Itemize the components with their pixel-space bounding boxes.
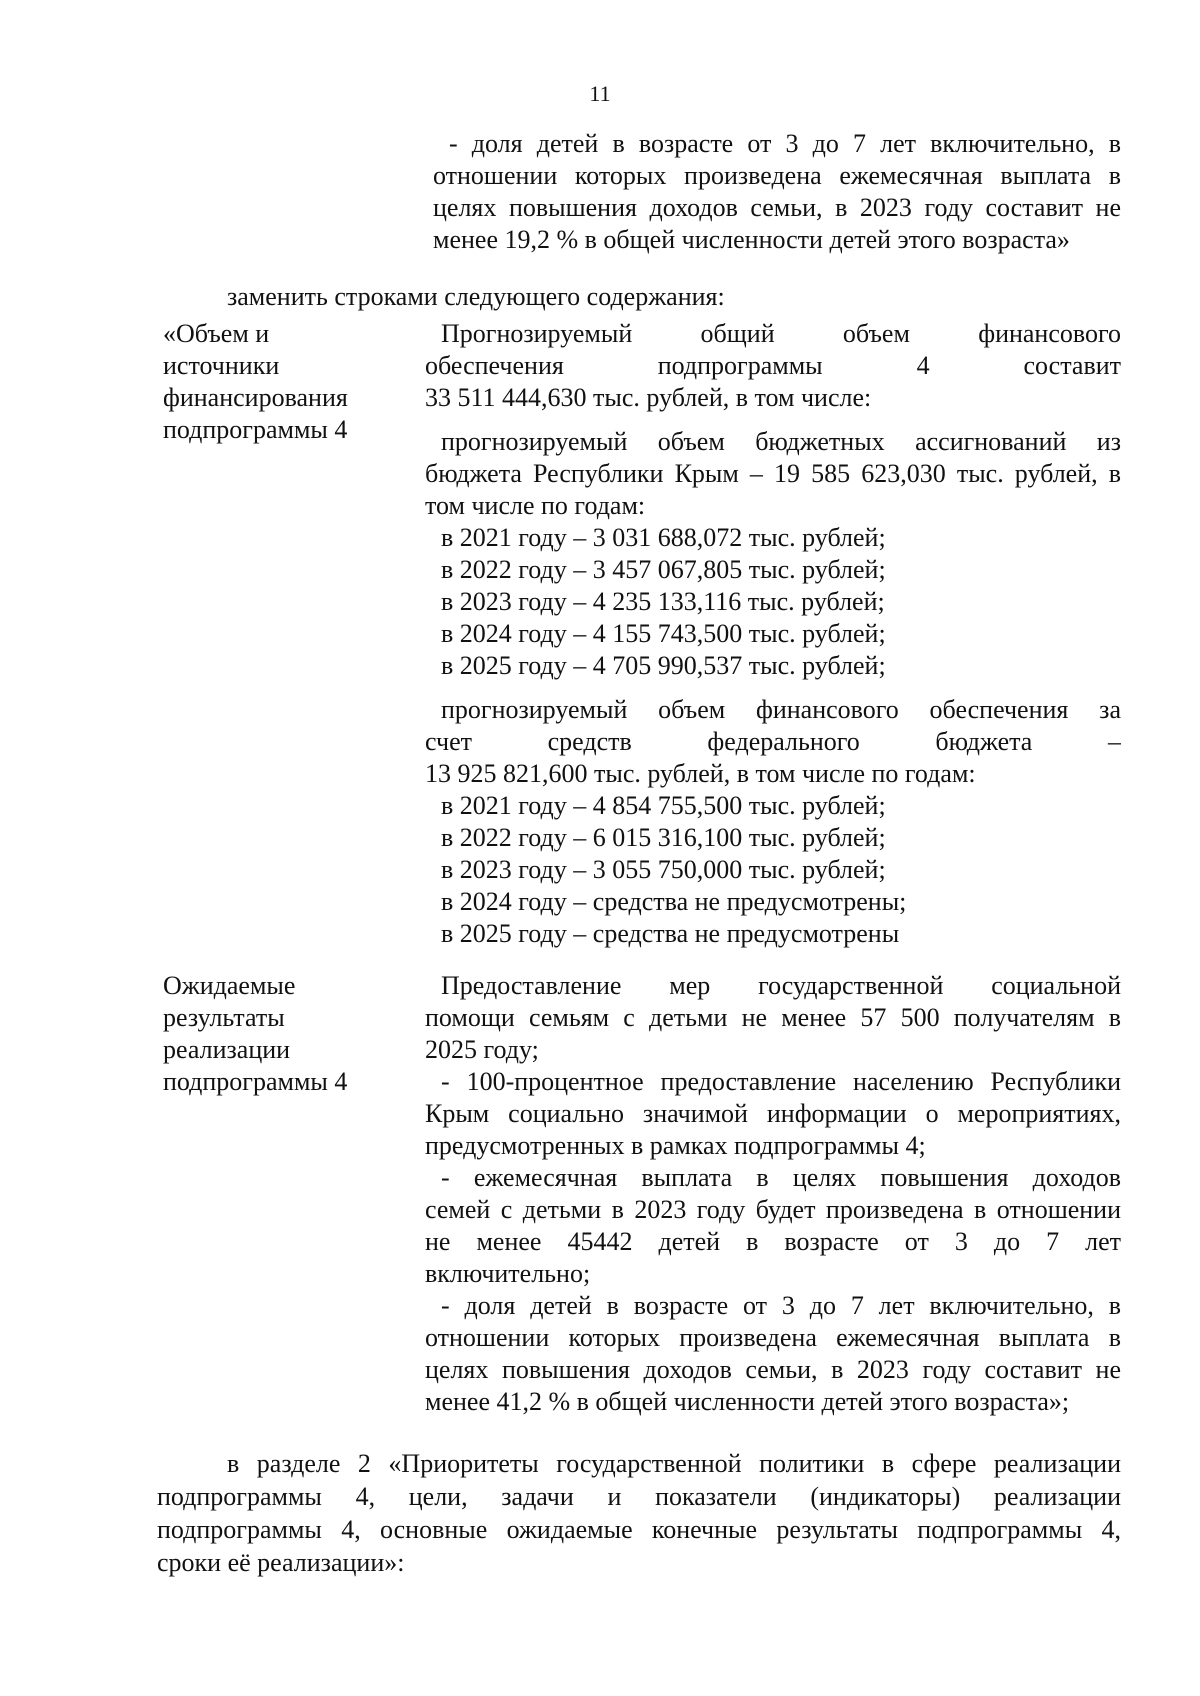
results-line: - доля детей в возрасте от 3 до 7 лет включительно, в [441,1291,1121,1320]
results-line: целях повышения доходов семьи, в 2023 году составит не [425,1355,1121,1384]
section-line: подпрограммы 4, цели, задачи и показатели (индикаторы) реализации [157,1482,1121,1511]
budget-rk-year: в 2021 году – 3 031 688,072 тыс. рублей; [441,523,886,552]
section-line: в разделе 2 «Приоритеты государственной политики в сфере реализации [227,1449,1121,1478]
label-line: реализации [163,1035,291,1064]
results-line: предусмотренных в рамках подпрограммы 4; [425,1131,926,1160]
financing-intro-line: обеспечения подпрограммы 4 составит [425,351,1121,380]
results-line: - 100-процентное предоставление населению Республики [441,1067,1121,1096]
section-line: сроки её реализации»: [157,1548,405,1577]
replace-instruction: заменить строками следующего содержания: [227,282,725,311]
results-line: включительно; [425,1259,591,1288]
label-line: финансирования [163,383,348,412]
financing-content [425,318,1121,950]
budget-rk-line: бюджета Республики Крым – 19 585 623,030 тыс. рублей, в [425,459,1121,488]
previous-text-line: - доля детей в возрасте от 3 до 7 лет включительно, в [449,129,1121,158]
label-line: подпрограммы 4 [163,415,348,444]
federal-year: в 2022 году – 6 015 316,100 тыс. рублей; [441,823,886,852]
budget-rk-line: прогнозируемый объем бюджетных ассигнований из [441,427,1121,456]
results-line: 2025 году; [425,1035,539,1064]
results-line: семей с детьми в 2023 году будет произведена в отношении [425,1195,1121,1224]
results-line: не менее 45442 детей в возрасте от 3 до 7 лет [425,1227,1121,1256]
page-number: 11 [589,81,611,106]
label-line: подпрограммы 4 [163,1067,348,1096]
label-line: «Объем и [163,319,270,348]
financing-label [163,318,413,446]
results-line: менее 41,2 % в общей численности детей этого возраста»; [425,1387,1070,1416]
results-line: - ежемесячная выплата в целях повышения доходов [441,1163,1121,1192]
results-line: помощи семьям с детьми не менее 57 500 получателям в [425,1003,1121,1032]
federal-year: в 2024 году – средства не предусмотрены; [441,887,907,916]
federal-line: счет средств федерального бюджета – [425,727,1121,756]
federal-line: 13 925 821,600 тыс. рублей, в том числе по годам: [425,759,976,788]
federal-year: в 2021 году – 4 854 755,500 тыс. рублей; [441,791,886,820]
budget-rk-line: том числе по годам: [425,491,646,520]
results-content [425,970,1121,1418]
label-line: источники [163,351,280,380]
financing-intro-line: Прогнозируемый общий объем финансового [441,319,1121,348]
financing-intro-line: 33 511 444,630 тыс. рублей, в том числе: [425,383,872,412]
budget-rk-year: в 2024 году – 4 155 743,500 тыс. рублей; [441,619,886,648]
budget-rk-year: в 2025 году – 4 705 990,537 тыс. рублей; [441,651,886,680]
section-2-paragraph [157,1448,1121,1580]
federal-year: в 2025 году – средства не предусмотрены [441,919,900,948]
federal-line: прогнозируемый объем финансового обеспечения за [441,695,1121,724]
previous-text-line: отношении которых произведена ежемесячная выплата в [433,161,1121,190]
results-line: отношении которых произведена ежемесячная выплата в [425,1323,1121,1352]
results-line: Предоставление мер государственной социальной [441,971,1121,1000]
previous-text-block [433,128,1121,256]
budget-rk-year: в 2023 году – 4 235 133,116 тыс. рублей; [441,587,885,616]
label-line: Ожидаемые [163,971,296,1000]
previous-text-line: менее 19,2 % в общей численности детей этого возраста» [433,225,1070,254]
federal-year: в 2023 году – 3 055 750,000 тыс. рублей; [441,855,886,884]
section-line: подпрограммы 4, основные ожидаемые конечные результаты подпрограммы 4, [157,1515,1121,1544]
previous-text-line: целях повышения доходов семьи, в 2023 году составит не [433,193,1121,222]
results-line: Крым социально значимой информации о мероприятиях, [425,1099,1121,1128]
budget-rk-year: в 2022 году – 3 457 067,805 тыс. рублей; [441,555,886,584]
label-line: результаты [163,1003,285,1032]
results-label [163,970,413,1098]
